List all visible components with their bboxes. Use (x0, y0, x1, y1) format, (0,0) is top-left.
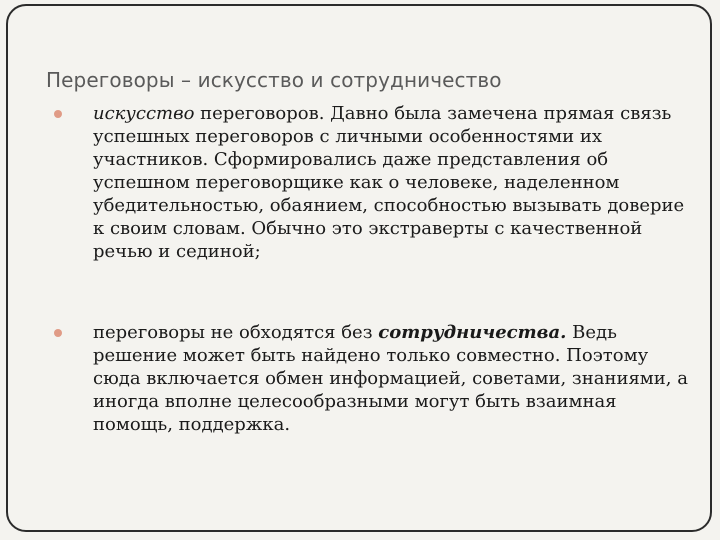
bullet-text-2 (93, 321, 693, 436)
bullet-1-body: переговоров. Давно была замечена прямая связь успешных переговоров с личными особенностями их участников. Сформировались даже представления об успешном переговорщике как о человеке, наделенном убедительностью, обаянием, способностью вызывать доверие к своим словам. Обычно это экстраверты с качественной речью и сединой; (93, 103, 685, 262)
slide-title: Переговоры – искусство и сотрудничество (46, 68, 502, 92)
bullet-text-1 (93, 102, 693, 263)
slide-frame (6, 4, 712, 532)
bullet-marker-icon (54, 110, 62, 118)
bullet-2-body: Ведь решение может быть найдено только совместно. Поэтому сюда включается обмен информацией, советами, знаниями, а иногда вполне целесообразными могут быть взаимная помощь, поддержка. (93, 322, 688, 435)
bullet-marker-icon (54, 329, 62, 337)
bullet-2-emphasis: сотрудничества. (378, 322, 567, 343)
bullet-1-italic-lead: искусство (93, 103, 195, 124)
bullet-2-lead: переговоры не обходятся без (93, 322, 379, 343)
